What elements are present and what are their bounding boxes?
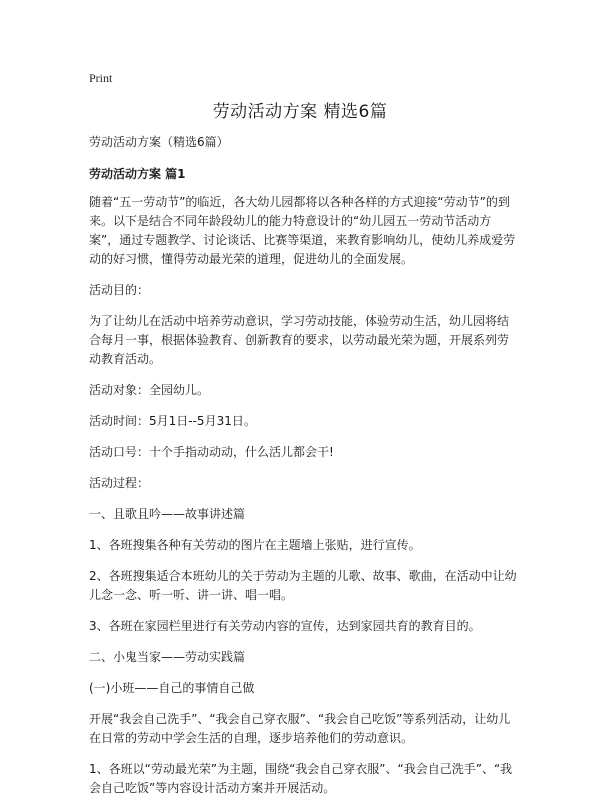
print-label: Print: [89, 71, 113, 85]
paragraph-item-3: 3、各班在家园栏里进行有关劳动内容的宣传，达到家园共育的教育目的。: [89, 619, 481, 633]
paragraph-process-label: 活动过程：: [89, 476, 150, 490]
paragraph-audience: 活动对象：全园幼儿。: [89, 383, 210, 397]
paragraph-purpose: 为了让幼儿在活动中培养劳动意识，学习劳动技能，体验劳动生活，幼儿园将结合每月一事，根据体验教育、创新教育的要求，以劳动最光荣为题，开展系列劳动教育活动。: [89, 314, 510, 366]
paragraph-small-class-desc: 开展“我会自己洗手”、“我会自己穿衣服”、“我会自己吃饭”等系列活动，让幼儿在日常的劳动中学会生活的自理，逐步培养他们的劳动意识。: [89, 712, 511, 745]
paragraph-time: 活动时间：5月1日--5月31日。: [89, 414, 256, 428]
paragraph-part-one: 一、且歌且吟——故事讲述篇: [89, 507, 246, 521]
document-body: [89, 133, 519, 810]
paragraph-part-two: 二、小鬼当家——劳动实践篇: [89, 650, 246, 664]
paragraph-small-class: (一)小班——自己的事情自己做: [89, 681, 255, 695]
paragraph-item-2: 2、各班搜集适合本班幼儿的关于劳动为主题的儿歌、故事、歌曲，在活动中让幼儿念一念、听一听、讲一讲、唱一唱。: [89, 569, 517, 602]
paragraph-intro: 随着“五一劳动节”的临近，各大幼儿园都将以各种各样的方式迎接“劳动节”的到来。以下是结合不同年龄段幼儿的能力特意设计的“幼儿园五一劳动节活动方案”，通过专题教学、讨论谈话、比赛等渠道，来教育影响幼儿，使幼儿养成爱劳动的好习惯，懂得劳动最光荣的道理，促进幼儿的全面发展。: [89, 195, 516, 266]
paragraph-purpose-label: 活动目的：: [89, 283, 150, 297]
document-subtitle: 劳动活动方案（精选6篇）: [89, 135, 229, 149]
section-heading: 劳动活动方案 篇1: [89, 167, 186, 181]
page-title: 劳动活动方案 精选6篇: [212, 102, 388, 122]
paragraph-slogan: 活动口号：十个手指动动动，什么活儿都会干!: [89, 445, 334, 459]
paragraph-item-1: 1、各班搜集各种有关劳动的图片在主题墙上张贴，进行宣传。: [89, 538, 421, 552]
paragraph-small-class-item-1: 1、各班以“劳动最光荣”为主题，围绕“我会自己穿衣服”、“我会自己洗手”、“我会自己吃饭”等内容设计活动方案并开展活动。: [89, 762, 513, 795]
